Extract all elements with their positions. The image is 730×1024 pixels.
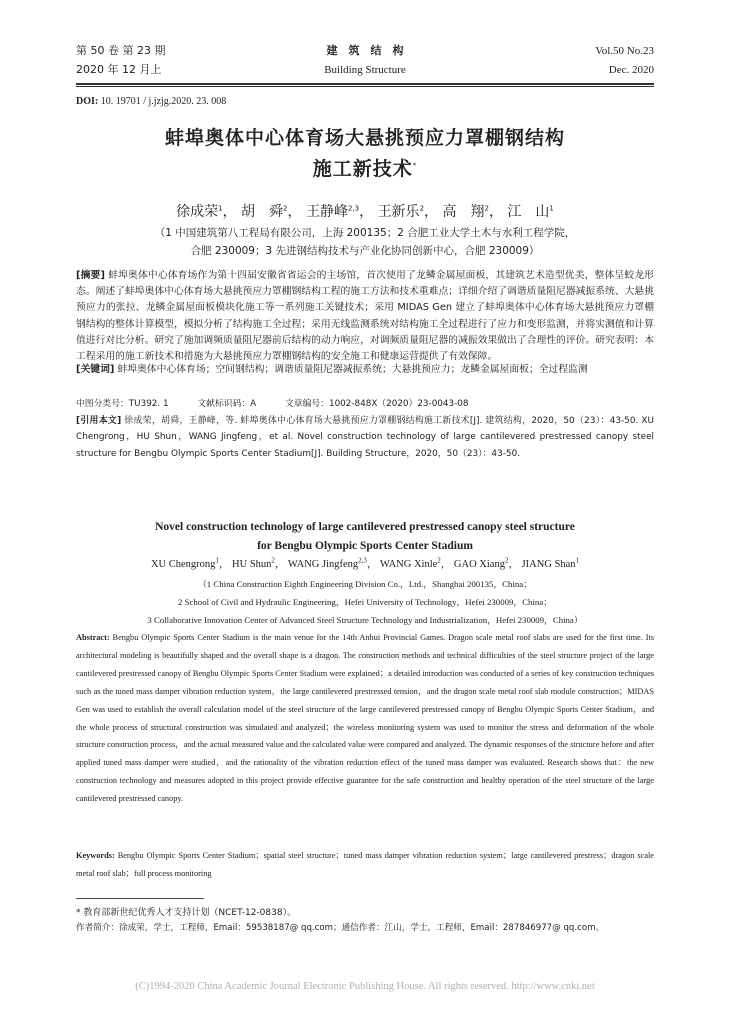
- header-issue: 第 50 卷 第 23 期: [76, 44, 166, 57]
- author-list: [76, 201, 654, 221]
- title-footnote-mark: *: [412, 161, 418, 170]
- citation: [76, 413, 654, 462]
- funding-footnote: * 教育部新世纪优秀人才支持计划（NCET-12-0838）。: [76, 908, 297, 918]
- citation-text: 徐成荣，胡舜，王静峰，等. 蚌埠奥体中心体育场大悬挑预应力罩棚钢结构施工新技术[J]. 建筑结构，2020，50（23）：43-50. XU Chengrong，HU Shun，WANG Jingfeng，et al. Novel construction technology of large cantilevered prestressed canopy steel structure for Bengbu Olympic Sports Center Stadium[J]. Building Structure，2020，50（23）：43-50.: [76, 416, 655, 459]
- doi-value: 10. 19701 / j.jzjg.2020. 23. 008: [100, 96, 227, 107]
- keywords-cn-label: [关键词]: [76, 364, 115, 375]
- en-title-line1: Novel construction technology of large cantilevered prestressed canopy steel structure: [155, 521, 575, 533]
- author: 徐成荣$^1$，: [176, 204, 237, 220]
- author: 江 山$^1$: [507, 204, 554, 220]
- en-author: JIANG Shan$^1$: [521, 556, 580, 570]
- en-author: HU Shun$^2$，: [232, 556, 286, 570]
- abstract-cn-text: 蚌埠奥体中心体育场作为第十四届安徽省省运会的主场馆，首次使用了龙鳞金属屋面板，其建筑艺术造型优美，整体呈蛟龙形态。阐述了蚌埠奥体中心体育场大悬挑预应力罩棚钢结构工程的施工方法和技术重难点；详细介绍了调谐质量阻尼器减振系统、大悬挑预应力的张拉、龙鳞金属屋面板模块化施工等一系列施工关键技术；采用 MIDAS Gen 建立了蚌埠奥体中心体育场大悬挑预应力罩棚钢结构的整体计算模型，模拟分析了结构施工全过程；采用无线监测系统对结构施工全过程进行了应力和变形监测，并将实测值和计算值进行对比分析。研究了施加调频质量阻尼器前后结构的动力响应，对调频质量阻尼器的减振效果做出了合理性的评价。研究表明：本工程采用的施工新技术和措施为大悬挑预应力罩棚钢结构的安全施工和健康运营提供了有效保障。: [76, 270, 655, 363]
- keywords-en-label: Keywords:: [76, 851, 115, 860]
- paper-title-line2: [76, 155, 654, 183]
- footnote-rule: [76, 898, 204, 899]
- abstract-en: [76, 629, 654, 808]
- author: 胡 舜$^2$，: [241, 204, 302, 220]
- author: 王静峰$^{2,3}$，: [305, 204, 374, 220]
- abstract-en-text: Bengbu Olympic Sports Center Stadium is the main venue for the 14th Anhui Provincial Games. Dragon scale metal roof slabs are used for the first time. Its architectural modeling is beautifully shaped and the overall shape is a dragon. The construction methods and technical difficulties of the steel structure project of the large cantilevered prestressed canopy of Bengbu Olympic Sports Center Stadium were explained；a detailed introduction was conducted of a series of key construction techniques such as the tuned mass damper vibration reduction system，the large cantilevered prestressed tension，and the dragon scale metal roof slab module construction；MIDAS Gen was used to establish the overall calculation model of the steel structure of the large cantilevered prestressed canopy of Bengbu Olympic Sports Center Stadium，and the whole process of structural construction was simulated and analyzed；the wireless monitoring system was used to monitor the stress and deformation of the whole structure construction process，and the actual measured value and the calculated value were compared and analyzed. The dynamic responses of the structure before and after applied tuned mass damper were studied，and the rationality of the vibration reduction effect of the tuned mass damper was evaluated. Research shows that：the new construction technology and measures adopted in this project provide effective guarantee for the safe construction and healthy operation of the steel structure of the large cantilevered prestressed canopy.: [76, 633, 654, 804]
- citation-label: [引用本文]: [76, 416, 122, 426]
- en-author: XU Chengrong$^1$，: [150, 556, 230, 570]
- author: 高 翔$^2$，: [442, 204, 503, 220]
- clc-number: 中图分类号：TU392. 1: [76, 399, 169, 409]
- affiliation-line2: 合肥 230009；3 先进钢结构技术与产业化协同创新中心，合肥 230009）: [190, 245, 540, 257]
- author-bio-footnote: 作者简介：徐成荣，学士，工程师，Email：59538187@ qq.com；通信作者：江山，学士，工程师，Email：287846977@ qq.com。: [76, 923, 605, 933]
- paper-title-text: 施工新技术: [312, 158, 413, 180]
- doi: [76, 96, 226, 107]
- keywords-en: [76, 847, 654, 883]
- copyright-notice: (C)1994-2020 China Academic Journal Electronic Publishing House. All rights reserved. http://www.cnki.net: [135, 981, 595, 992]
- abstract-cn: [76, 268, 654, 365]
- classification-line: [76, 396, 654, 409]
- paper-title-line1: 蚌埠奥体中心体育场大悬挑预应力罩棚钢结构: [164, 127, 565, 149]
- doi-label: DOI:: [76, 96, 99, 107]
- header-rule-thick: [76, 83, 654, 85]
- en-affiliation-line3: 3 Collaborative Innovation Center of Advanced Steel Structure Technology and Industrialization，Hefei 230009，China）: [147, 615, 583, 625]
- en-author-list: [76, 556, 654, 571]
- header-rule-thin: [76, 86, 654, 87]
- en-author: WANG Xinle$^2$，: [379, 556, 452, 570]
- keywords-cn-text: 蚌埠奥体中心体育场；空间钢结构；调谐质量阻尼器减振系统；大悬挑预应力；龙鳞金属屋面板；全过程监测: [117, 364, 588, 375]
- en-title-line2: for Bengbu Olympic Sports Center Stadium: [257, 540, 473, 552]
- keywords-cn: [76, 362, 654, 378]
- header-journal-cn: 建 筑 结 构: [326, 44, 404, 57]
- en-author: WANG Jingfeng$^{2,3}$，: [287, 556, 378, 570]
- header-date: 2020 年 12 月上: [76, 63, 162, 76]
- en-affiliation-line1: （1 China Construction Eighth Engineering Division Co.，Ltd.，Shanghai 200135，China；: [197, 579, 532, 589]
- author: 王新乐$^2$，: [377, 204, 439, 220]
- header-journal-en: Building Structure: [324, 64, 406, 76]
- header-month: Dec. 2020: [608, 64, 654, 76]
- abstract-en-label: Abstract:: [76, 633, 110, 642]
- en-author: GAO Xiang$^2$，: [453, 556, 519, 570]
- affiliation-line1: （1 中国建筑第八工程局有限公司，上海 200135；2 合肥工业大学土木与水利工程学院，: [154, 227, 576, 239]
- header-volume: Vol.50 No.23: [595, 45, 654, 57]
- en-affiliation-line2: 2 School of Civil and Hydraulic Engineering，Hefei University of Technology，Hefei 230009，China；: [178, 597, 552, 607]
- keywords-en-text: Bengbu Olympic Sports Center Stadium；spatial steel structure；tuned mass damper vibration reduction system；large cantilevered prestress；dragon scale metal roof slab；full process monitoring: [76, 851, 654, 878]
- doc-code: 文献标识码：A: [197, 399, 257, 409]
- abstract-cn-label: [摘要]: [76, 270, 105, 281]
- article-number: 文章编号：1002-848X（2020）23-0043-08: [284, 399, 469, 409]
